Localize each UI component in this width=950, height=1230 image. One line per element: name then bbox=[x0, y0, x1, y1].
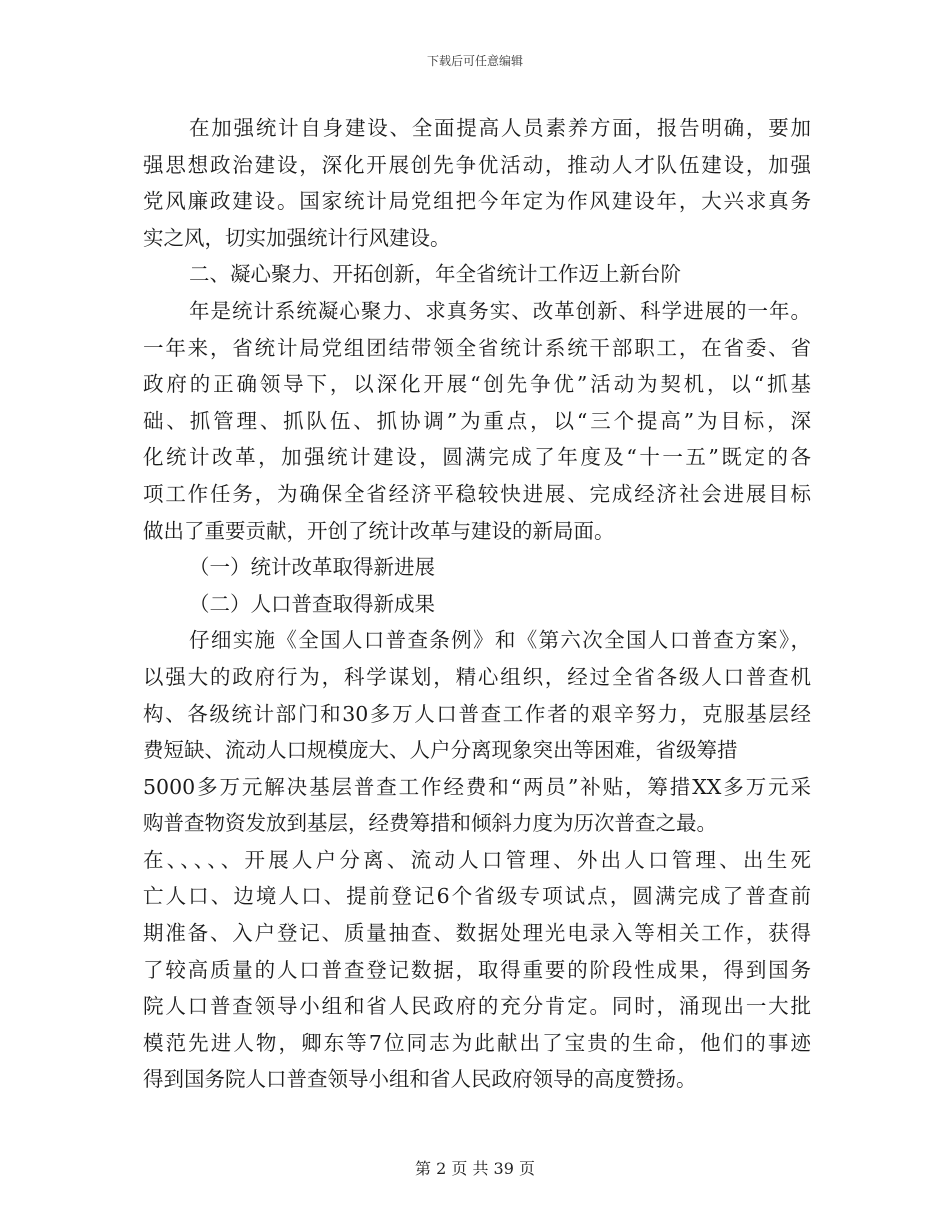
text-line: 了较高质量的人口普查登记数据，取得重要的阶段性成果，得到国务 bbox=[143, 957, 811, 982]
text-line: 化统计改革，加强统计建设，圆满完成了年度及“十一五”既定的各 bbox=[143, 445, 811, 470]
text-line: 模范先进人物，卿东等7位同志为此献出了宝贵的生命，他们的事迹 bbox=[143, 1030, 811, 1055]
text-line: 购普查物资发放到基层，经费筹措和倾斜力度为历次普查之最。 bbox=[143, 811, 717, 836]
text-line: 做出了重要贡献，开创了统计改革与建设的新局面。 bbox=[143, 518, 615, 543]
text-line: 以强大的政府行为，科学谋划，精心组织，经过全省各级人口普查机 bbox=[143, 664, 811, 689]
page-number-footer: 第 2 页 共 39 页 bbox=[415, 1159, 535, 1178]
text-line: （一）统计改革取得新进展 bbox=[189, 555, 435, 580]
text-line: （二）人口普查取得新成果 bbox=[189, 591, 435, 616]
text-line: 仔细实施《全国人口普查条例》和《第六次全国人口普查方案》， bbox=[189, 628, 811, 653]
document-body bbox=[143, 110, 811, 1098]
text-line: 5000多万元解决基层普查工作经费和“两员”补贴，筹措XX多万元采 bbox=[143, 774, 811, 799]
page-header: 下载后可任意编辑 bbox=[426, 54, 523, 68]
text-line: 强思想政治建设，深化开展创先争优活动，推动人才队伍建设，加强 bbox=[143, 152, 811, 177]
text-line: 在加强统计自身建设、全面提高人员素养方面，报告明确，要加 bbox=[189, 116, 811, 140]
text-line: 构、各级统计部门和30多万人口普查工作者的艰辛努力，克服基层经 bbox=[143, 701, 811, 726]
text-line: 院人口普查领导小组和省人民政府的充分肯定。同时，涌现出一大批 bbox=[143, 994, 811, 1019]
text-line: 项工作任务，为确保全省经济平稳较快进展、完成经济社会进展目标 bbox=[143, 481, 811, 506]
text-line: 二、凝心聚力、开拓创新，年全省统计工作迈上新台阶 bbox=[189, 262, 681, 287]
text-line: 础、抓管理、抓队伍、抓协调”为重点，以“三个提高”为目标，深 bbox=[143, 408, 811, 433]
text-line: 在、、、、、开展人户分离、流动人口管理、外出人口管理、出生死 bbox=[143, 847, 811, 872]
text-line: 亡人口、边境人口、提前登记6个省级专项试点，圆满完成了普查前 bbox=[143, 884, 811, 909]
text-line: 费短缺、流动人口规模庞大、人户分离现象突出等困难，省级筹措 bbox=[143, 738, 738, 763]
text-line: 得到国务院人口普查领导小组和省人民政府领导的高度赞扬。 bbox=[143, 1067, 697, 1092]
text-line: 党风廉政建设。国家统计局党组把今年定为作风建设年，大兴求真务 bbox=[143, 189, 811, 214]
text-line: 政府的正确领导下，以深化开展“创先争优”活动为契机，以“抓基 bbox=[143, 372, 811, 397]
text-line: 实之风，切实加强统计行风建设。 bbox=[143, 225, 451, 250]
text-line: 年是统计系统凝心聚力、求真务实、改革创新、科学进展的一年。 bbox=[189, 298, 811, 323]
text-line: 一年来，省统计局党组团结带领全省统计系统干部职工，在省委、省 bbox=[143, 335, 811, 360]
text-line: 期准备、入户登记、质量抽查、数据处理光电录入等相关工作，获得 bbox=[143, 921, 811, 946]
